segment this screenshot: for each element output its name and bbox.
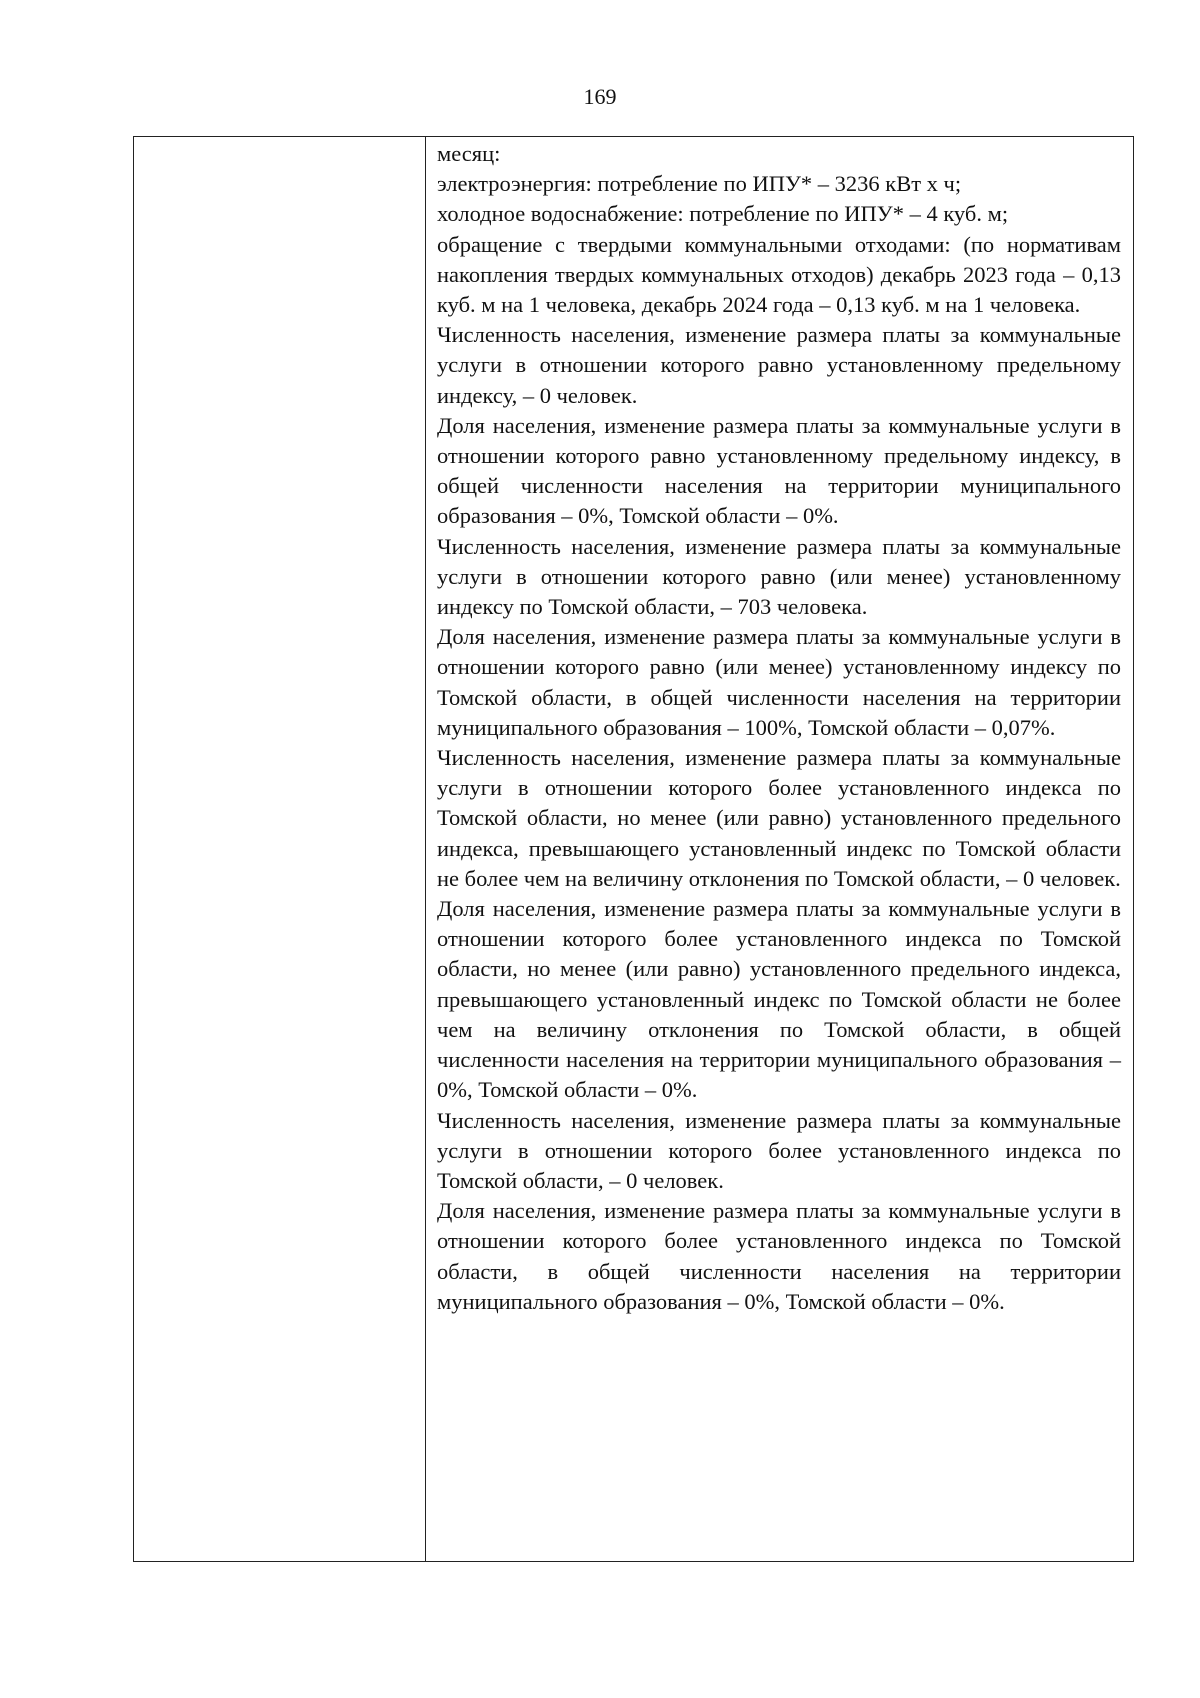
paragraph-count-equal-limit: Численность населения, изменение размера платы за коммунальные услуги в отношении которого равно установленному предельному индексу, – 0 человек. xyxy=(437,322,1121,408)
table-cell-right xyxy=(426,137,1134,1562)
paragraph-month: месяц: xyxy=(437,141,501,166)
paragraph-share-equal-limit: Доля населения, изменение размера платы за коммунальные услуги в отношении которого равно установленному предельному индексу, в общей численности населения на территории муниципального образования – 0%, Томской области – 0%. xyxy=(437,412,1121,529)
table-cell-left xyxy=(134,137,426,1562)
paragraph-share-above-regional: Доля населения, изменение размера платы за коммунальные услуги в отношении которого более установленного индекса по Томской области, в общей численности населения на территории муниципального образования – 0%, Томской области – 0%. xyxy=(437,1198,1121,1314)
paragraph-count-above-regional: Численность населения, изменение размера платы за коммунальные услуги в отношении которого более установленного индекса по Томской области, – 0 человек. xyxy=(437,1107,1121,1193)
paragraph-count-equal-regional: Численность населения, изменение размера платы за коммунальные услуги в отношении которого равно (или менее) установленному индексу по Томской области, – 703 человека. xyxy=(437,533,1121,620)
paragraph-electricity: электроэнергия: потребление по ИПУ* – 3236 кВт х ч; xyxy=(437,171,962,197)
paragraph-share-above-regional-within-deviation: Доля населения, изменение размера платы за коммунальные услуги в отношении которого более установленного индекса по Томской области, но менее (или равно) установленного предельного индекса, превышающего установленный индекс по Томской области не более чем на величину отклонения по Томской области, в общей численности населения на территории муниципального образования – 0%, Томской области – 0%. xyxy=(437,896,1121,1103)
right-cell-text xyxy=(426,137,1133,1323)
paragraph-solid-waste: обращение с твердыми коммунальными отходами: (по нормативам накопления твердых коммунальных отходов) декабрь 2023 года – 0,13 куб. м на 1 человека, декабрь 2024 года – 0,13 куб. м на 1 человека. xyxy=(437,231,1121,318)
paragraph-cold-water: холодное водоснабжение: потребление по ИПУ* – 4 куб. м; xyxy=(437,201,1009,227)
document-table xyxy=(133,136,1134,1562)
page-number: 169 xyxy=(583,84,617,109)
paragraph-share-equal-regional: Доля населения, изменение размера платы за коммунальные услуги в отношении которого равно (или менее) установленному индексу по Томской области, в общей численности населения на территории муниципального образования – 100%, Томской области – 0,07%. xyxy=(437,624,1121,740)
table-row xyxy=(134,137,1134,1562)
left-cell-text xyxy=(134,137,425,145)
paragraph-count-above-regional-within-deviation: Численность населения, изменение размера платы за коммунальные услуги в отношении которого более установленного индекса по Томской области, но менее (или равно) установленного предельного индекса, превышающего установленный индекс по Томской области не более чем на величину отклонения по Томской области, – 0 человек. xyxy=(437,745,1121,891)
